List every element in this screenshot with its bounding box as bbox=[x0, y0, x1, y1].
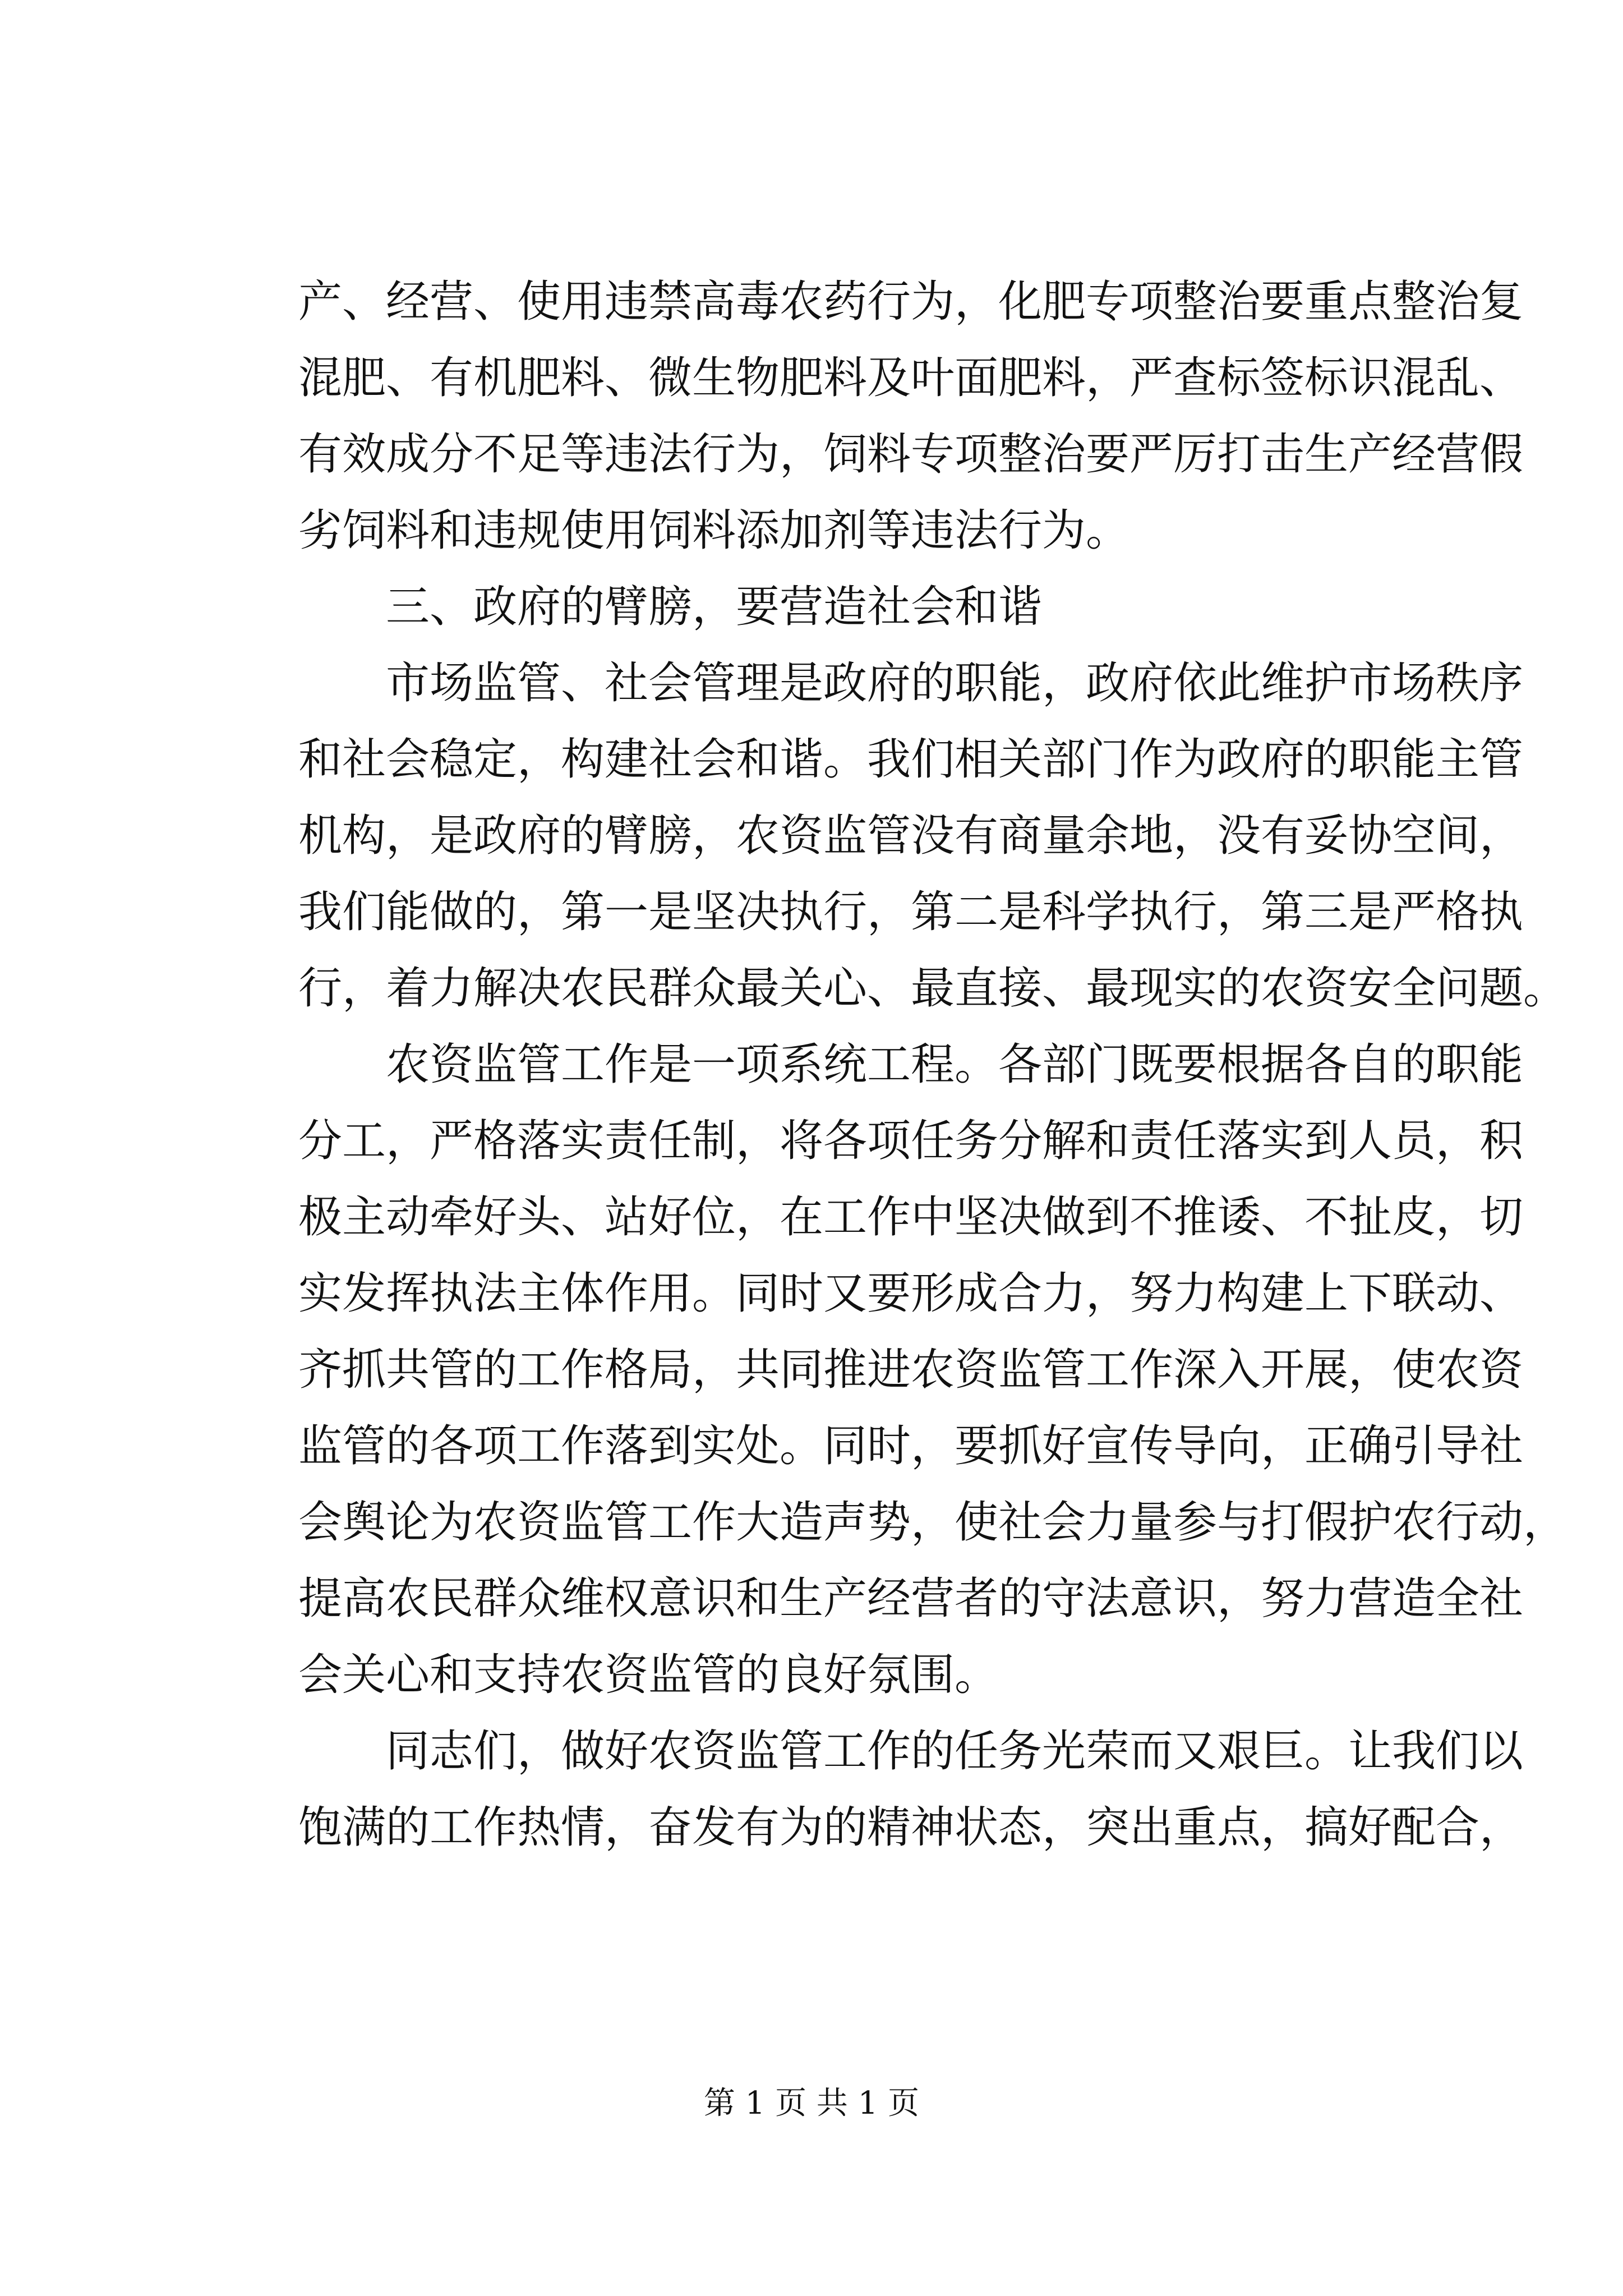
text-line: 行，着力解决农民群众最关心、最直接、最现实的农资安全问题。 bbox=[298, 963, 1567, 1014]
text-line: 饱满的工作热情，奋发有为的精神状态，突出重点，搞好配合， bbox=[298, 1802, 1524, 1853]
text-line: 和社会稳定，构建社会和谐。我们相关部门作为政府的职能主管 bbox=[298, 734, 1524, 785]
text-line: 产、经营、使用违禁高毒农药行为，化肥专项整治要重点整治复 bbox=[298, 277, 1524, 327]
text-line: 分工，严格落实责任制，将各项任务分解和责任落实到人员，积 bbox=[298, 1116, 1524, 1166]
page-footer: 第 1 页 共 1 页 bbox=[703, 2085, 920, 2122]
text-line: 极主动牵好头、站好位，在工作中坚决做到不推诿、不扯皮，切 bbox=[298, 1192, 1524, 1243]
body-text bbox=[298, 264, 1567, 1866]
section-heading: 三、政府的臂膀，要营造社会和谐 bbox=[386, 582, 1043, 632]
text-line: 提高农民群众维权意识和生产经营者的守法意识，努力营造全社 bbox=[298, 1573, 1524, 1624]
text-line: 齐抓共管的工作格局，共同推进农资监管工作深入开展，使农资 bbox=[298, 1345, 1524, 1395]
text-line: 会关心和支持农资监管的良好氛围。 bbox=[298, 1650, 999, 1700]
text-line: 会舆论为农资监管工作大造声势，使社会力量参与打假护农行动， bbox=[298, 1497, 1567, 1548]
text-line: 混肥、有机肥料、微生物肥料及叶面肥料，严查标签标识混乱、 bbox=[298, 353, 1524, 403]
text-line: 有效成分不足等违法行为，饲料专项整治要严厉打击生产经营假 bbox=[298, 429, 1524, 480]
text-line: 实发挥执法主体作用。同时又要形成合力，努力构建上下联动、 bbox=[298, 1268, 1524, 1319]
text-line: 市场监管、社会管理是政府的职能，政府依此维护市场秩序 bbox=[386, 658, 1524, 708]
text-line: 农资监管工作是一项系统工程。各部门既要根据各自的职能 bbox=[386, 1039, 1524, 1090]
text-line: 劣饲料和违规使用饲料添加剂等违法行为。 bbox=[298, 505, 1130, 556]
text-line: 我们能做的，第一是坚决执行，第二是科学执行，第三是严格执 bbox=[298, 887, 1524, 937]
text-line: 同志们，做好农资监管工作的任务光荣而又艰巨。让我们以 bbox=[386, 1726, 1524, 1777]
text-line: 监管的各项工作落到实处。同时，要抓好宣传导向，正确引导社 bbox=[298, 1421, 1524, 1471]
text-line: 机构，是政府的臂膀，农资监管没有商量余地，没有妥协空间， bbox=[298, 811, 1524, 861]
